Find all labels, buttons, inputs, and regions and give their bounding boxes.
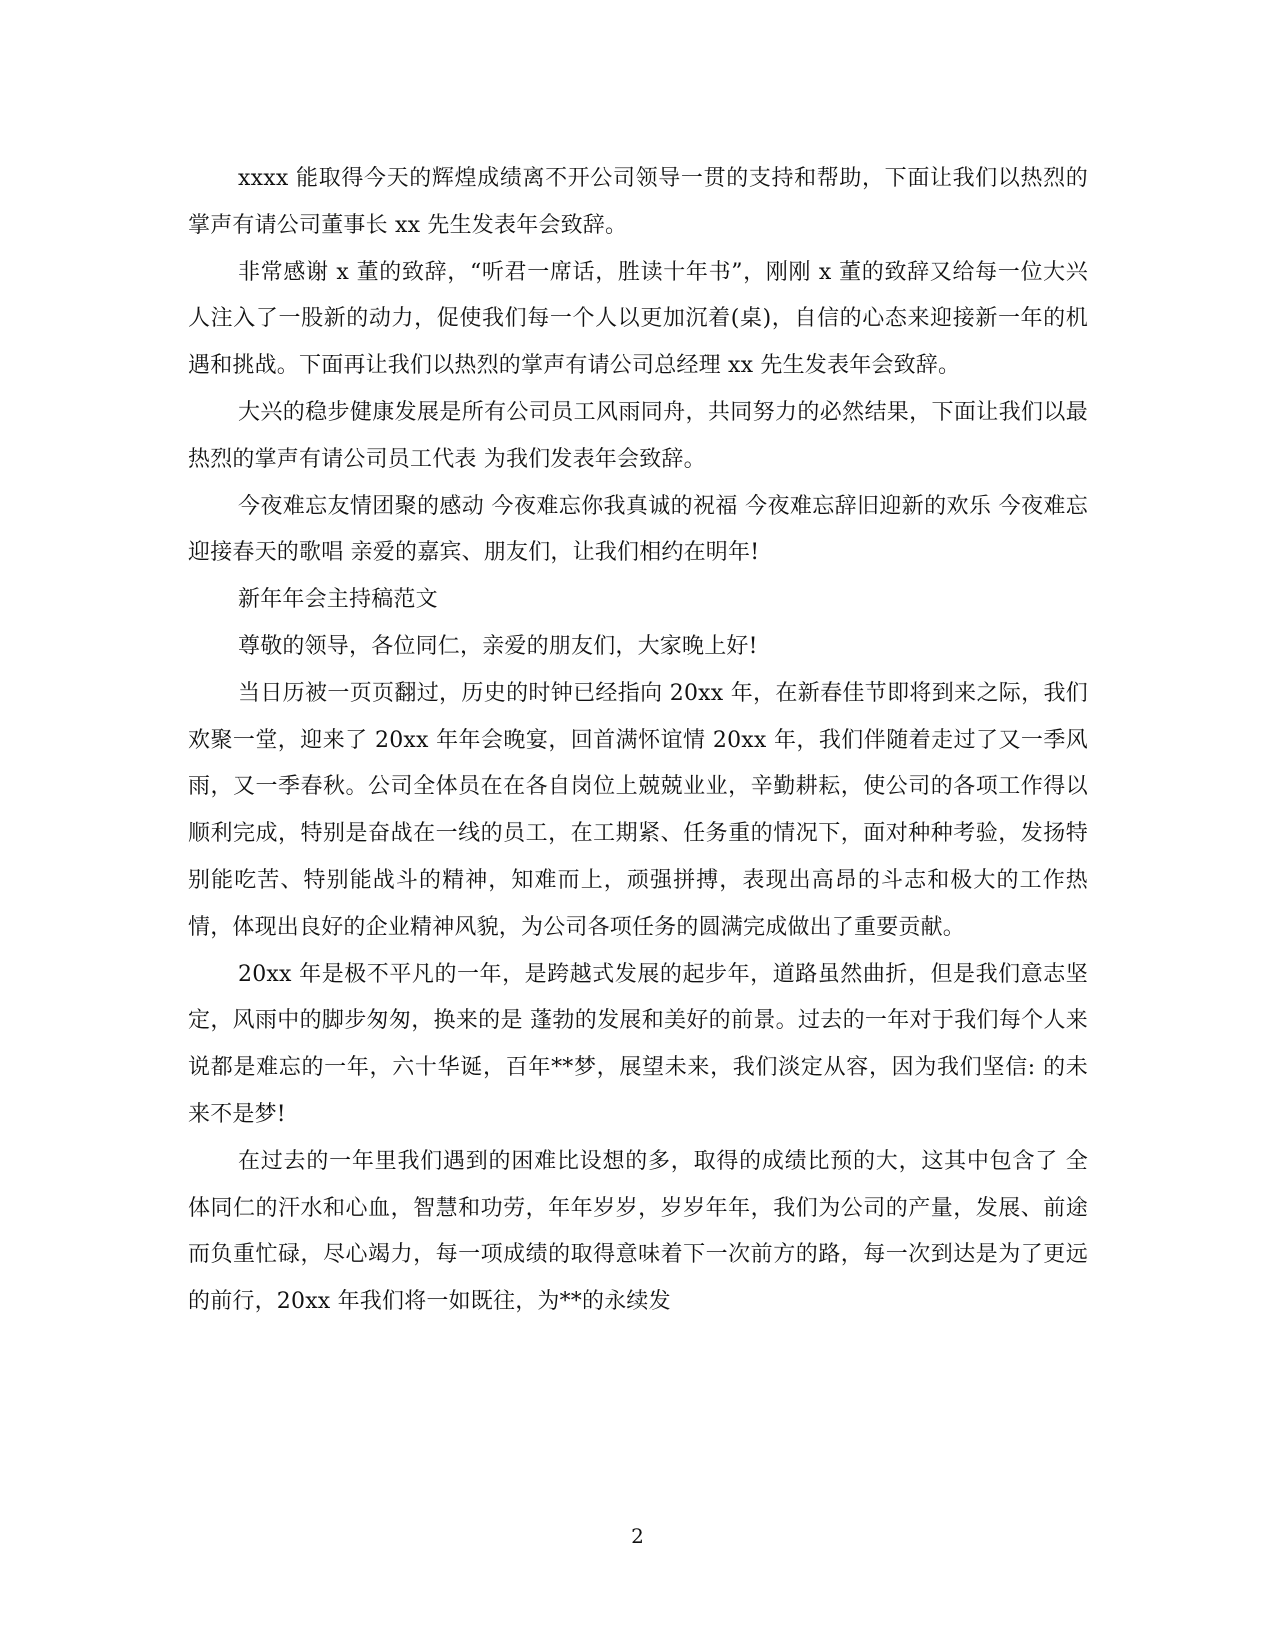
greeting: 尊敬的领导，各位同仁，亲爱的朋友们，大家晚上好! bbox=[238, 633, 758, 659]
paragraph-8: 20xx 年是极不平凡的一年，是跨越式发展的起步年，道路虽然曲折，但是我们意志坚定，风雨中的脚步匆匆，换来的是 蓬勃的发展和美好的前景。过去的一年对于我们每个人来说都是难忘的一年，六十华诞，百年**梦，展望未来，我们淡定从容，因为我们坚信: 的未来不是梦! bbox=[188, 961, 1088, 1127]
paragraph-2: 非常感谢 x 董的致辞，“听君一席话，胜读十年书”，刚刚 x 董的致辞又给每一位大兴人注入了一股新的动力，促使我们每一个人以更加沉着(桌)，自信的心态来迎接新一年的机遇和挑战。下面再让我们以热烈的掌声有请公司总经理 xx 先生发表年会致辞。 bbox=[188, 259, 1088, 379]
paragraph-4: 今夜难忘友情团聚的感动 今夜难忘你我真诚的祝福 今夜难忘辞旧迎新的欢乐 今夜难忘迎接春天的歌唱 亲爱的嘉宾、朋友们，让我们相约在明年! bbox=[188, 493, 1088, 566]
paragraph-3: 大兴的稳步健康发展是所有公司员工风雨同舟，共同努力的必然结果，下面让我们以最热烈的掌声有请公司员工代表 为我们发表年会致辞。 bbox=[188, 399, 1088, 472]
paragraph-7: 当日历被一页页翻过，历史的时钟已经指向 20xx 年，在新春佳节即将到来之际，我们欢聚一堂，迎来了 20xx 年年会晚宴，回首满怀谊情 20xx 年，我们伴随着走过了又一季风雨，又一季春秋。公司全体员在在各自岗位上兢兢业业，辛勤耕耘，使公司的各项工作得以顺利完成，特别是奋战在一线的员工，在工期紧、任务重的情况下，面对种种考验，发扬特别能吃苦、特别能战斗的精神，知难而上，顽强拼搏，表现出高昂的斗志和极大的工作热情，体现出良好的企业精神风貌，为公司各项任务的圆满完成做出了重要贡献。 bbox=[188, 680, 1088, 940]
paragraph-1: xxxx 能取得今天的辉煌成绩离不开公司领导一贯的支持和帮助，下面让我们以热烈的掌声有请公司董事长 xx 先生发表年会致辞。 bbox=[188, 166, 1088, 238]
paragraph-9: 在过去的一年里我们遇到的困难比设想的多，取得的成绩比预的大，这其中包含了 全体同仁的汗水和心血，智慧和功劳，年年岁岁，岁岁年年，我们为公司的产量，发展、前途而负重忙碌，尽心竭力，每一项成绩的取得意味着下一次前方的路，每一次到达是为了更远的前行，20xx 年我们将一如既往，为**的永续发 bbox=[188, 1148, 1088, 1315]
document-body bbox=[188, 156, 1088, 1326]
section-title: 新年年会主持稿范文 bbox=[238, 587, 438, 613]
page-number: 2 bbox=[631, 1524, 644, 1548]
